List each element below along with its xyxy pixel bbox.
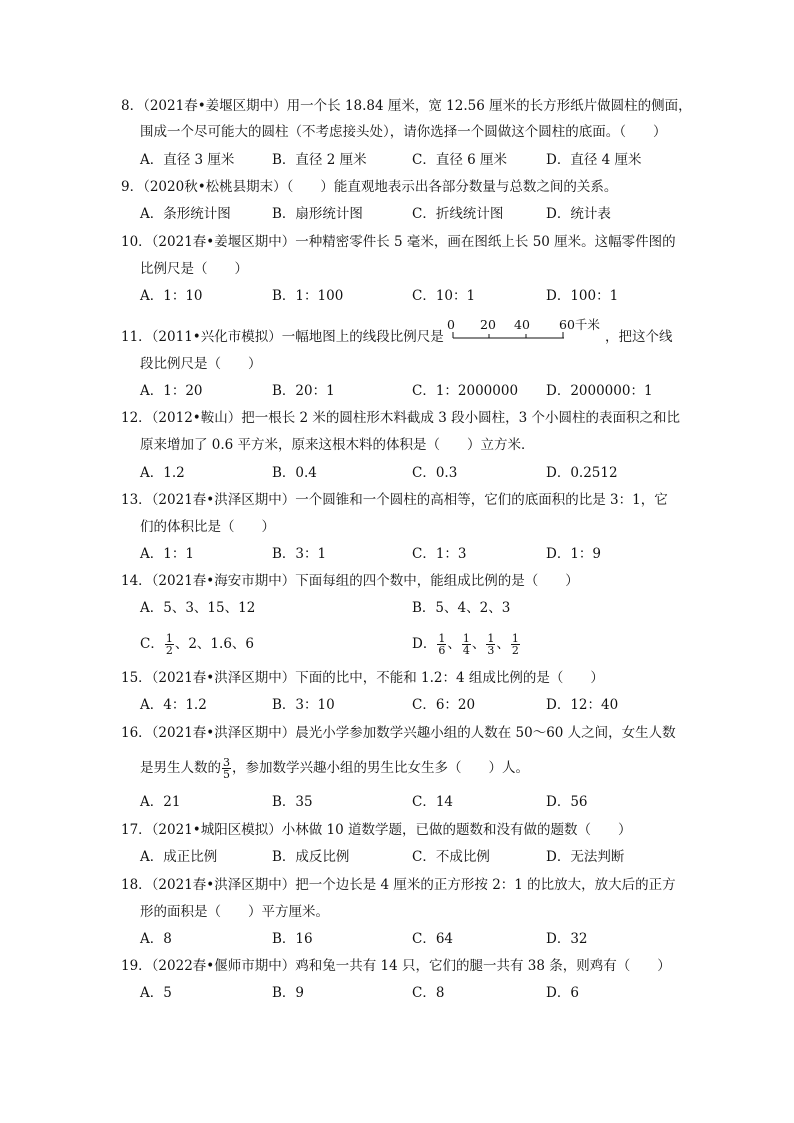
question-18-option-b[interactable]: B．16 xyxy=(272,931,313,947)
fraction-one-sixth xyxy=(437,633,446,656)
question-17-option-b[interactable]: B．成反比例 xyxy=(272,849,350,865)
question-18-options xyxy=(140,929,700,949)
question-13-line-1: 13．（2021春•洪泽区期中）一个圆锥和一个圆柱的高相等，它们的底面积的比是 3：1，它 xyxy=(121,492,668,508)
question-12-option-b[interactable]: B．0.4 xyxy=(272,465,317,481)
question-11-line-2: 段比例尺是（ ） xyxy=(140,356,262,372)
scale-label-40: 40 xyxy=(514,317,530,332)
question-9-options xyxy=(140,204,700,224)
question-9-line-1: 9．（2020秋•松桃县期末）（ ）能直观地表示出各部分数量与总数之间的关系。 xyxy=(121,179,618,195)
question-9-option-a[interactable]: A．条形统计图 xyxy=(140,206,231,222)
question-15-option-c[interactable]: C．6：20 xyxy=(412,697,476,713)
fraction-denominator: 5 xyxy=(223,768,230,781)
question-14-options-ab xyxy=(140,598,700,618)
question-16-line-1: 16．（2021春•洪泽区期中）晨光小学参加数学兴趣小组的人数在 50～60 人之间，女生人数 xyxy=(121,725,676,741)
fraction-one-quarter xyxy=(462,633,471,656)
question-12-options xyxy=(140,463,700,483)
fraction-three-fifths xyxy=(222,757,231,780)
question-19-option-b[interactable]: B．9 xyxy=(272,985,305,1001)
question-15-option-b[interactable]: B．3：10 xyxy=(272,697,335,713)
question-18-option-a[interactable]: A．8 xyxy=(140,931,172,947)
fraction-numerator: 1 xyxy=(438,632,446,645)
question-12-line-1: 12．（2012•鞍山）把一根长 2 米的圆柱形木料截成 3 段小圆柱，3 个小圆柱的表面积之和比 xyxy=(121,410,680,426)
question-16-option-c[interactable]: C．14 xyxy=(412,794,454,810)
fraction-one-half xyxy=(511,633,520,656)
question-8-line-1: 8．（2021春•姜堰区期中）用一个长 18.84 厘米，宽 12.56 厘米的长方形纸片做圆柱的侧面， xyxy=(121,98,692,114)
fraction-denominator: 2 xyxy=(165,644,173,657)
question-8-line-2: 围成一个尽可能大的圆柱（不考虑接头处），请你选择一个圆做这个圆柱的底面。（ ） xyxy=(140,124,667,140)
question-15-line-1: 15．（2021春•洪泽区期中）下面的比中，不能和 1.2：4 组成比例的是（ ） xyxy=(121,670,604,686)
question-16-line-2-head: 是男生人数的 xyxy=(140,760,221,776)
question-8-option-b[interactable]: B．直径 2 厘米 xyxy=(272,152,367,168)
separator: 、 xyxy=(447,636,461,652)
question-13-options xyxy=(140,544,700,564)
question-19-option-a[interactable]: A．5 xyxy=(140,985,172,1001)
question-18-option-d[interactable]: D．32 xyxy=(546,931,588,947)
question-16-option-b[interactable]: B．35 xyxy=(272,794,313,810)
fraction-denominator: 4 xyxy=(462,644,470,657)
fraction-denominator: 6 xyxy=(438,644,446,657)
scale-label-0: 0 xyxy=(447,317,455,332)
question-12-option-a[interactable]: A．1.2 xyxy=(140,465,185,481)
question-17-option-c[interactable]: C．不成比例 xyxy=(412,849,490,865)
question-15-option-a[interactable]: A．4：1.2 xyxy=(140,697,207,713)
question-15-option-d[interactable]: D．12：40 xyxy=(546,697,619,713)
question-16-option-d[interactable]: D．56 xyxy=(546,794,588,810)
question-17-option-d[interactable]: D．无法判断 xyxy=(546,849,625,865)
separator: 、 xyxy=(471,636,486,652)
question-13-option-a[interactable]: A．1：1 xyxy=(140,546,194,562)
question-12-line-2: 原来增加了 0.6 平方米，原来这根木料的体积是（ ）立方米． xyxy=(140,437,535,453)
question-11-options xyxy=(140,381,700,401)
fraction-numerator: 1 xyxy=(511,632,519,645)
question-10-line-2: 比例尺是（ ） xyxy=(140,261,248,277)
question-13-line-2: 们的体积比是（ ） xyxy=(140,519,275,535)
question-17-option-a[interactable]: A．成正比例 xyxy=(140,849,218,865)
question-9-option-b[interactable]: B．扇形统计图 xyxy=(272,206,363,222)
question-11-option-a[interactable]: A．1：20 xyxy=(140,383,203,399)
question-17-line-1: 17．（2021•城阳区模拟）小林做 10 道数学题，已做的题数和没有做的题数（ ） xyxy=(121,822,632,838)
fraction-numerator: 1 xyxy=(487,632,495,645)
question-16-line-2 xyxy=(140,752,529,784)
separator: 、 xyxy=(496,636,510,652)
scale-label-20: 20 xyxy=(480,317,496,332)
question-18-line-2: 形的面积是（ ）平方厘米。 xyxy=(140,904,329,920)
question-14-option-b[interactable]: B．5、4、2、3 xyxy=(412,600,511,616)
question-19-options xyxy=(140,983,700,1003)
fraction-numerator: 3 xyxy=(223,756,230,769)
question-11-option-b[interactable]: B．20：1 xyxy=(272,383,335,399)
question-18-line-1: 18．（2021春•洪泽区期中）把一个边长是 4 厘米的正方形按 2：1 的比放大，放大后的正方 xyxy=(121,877,676,893)
question-15-options xyxy=(140,695,700,715)
question-10-option-b[interactable]: B．1：100 xyxy=(272,288,344,304)
question-17-options xyxy=(140,847,700,867)
question-19-line-1: 19．（2022春•偃师市期中）鸡和兔一共有 14 只，它们的腿一共有 38 条，则鸡有（ ） xyxy=(121,958,671,974)
question-10-option-c[interactable]: C．10：1 xyxy=(412,288,476,304)
question-12-option-d[interactable]: D．0.2512 xyxy=(546,465,618,481)
question-12-option-c[interactable]: C．0.3 xyxy=(412,465,458,481)
question-19-option-c[interactable]: C．8 xyxy=(412,985,445,1001)
question-14-option-c-label: C． xyxy=(140,636,164,652)
question-8-option-a[interactable]: A．直径 3 厘米 xyxy=(140,152,235,168)
question-10-option-a[interactable]: A．1：10 xyxy=(140,288,203,304)
question-9-option-d[interactable]: D．统计表 xyxy=(546,206,611,222)
question-11-line-1-tail: ，把这个线 xyxy=(605,329,673,345)
question-16-options xyxy=(140,792,700,812)
question-13-option-d[interactable]: D．1：9 xyxy=(546,546,602,562)
question-8-option-c[interactable]: C．直径 6 厘米 xyxy=(412,152,508,168)
question-14-option-d[interactable] xyxy=(412,628,521,660)
question-18-option-c[interactable]: C．64 xyxy=(412,931,454,947)
question-13-option-b[interactable]: B．3：1 xyxy=(272,546,327,562)
fraction-numerator: 1 xyxy=(165,632,173,645)
fraction-one-third xyxy=(486,633,495,656)
question-14-option-d-label: D． xyxy=(412,636,437,652)
question-19-option-d[interactable]: D．6 xyxy=(546,985,579,1001)
scale-bar xyxy=(447,317,602,344)
fraction-denominator: 2 xyxy=(511,644,519,657)
question-10-option-d[interactable]: D．100：1 xyxy=(546,288,619,304)
question-14-option-c[interactable] xyxy=(140,628,254,660)
question-9-option-c[interactable]: C．折线统计图 xyxy=(412,206,504,222)
scale-bar-line xyxy=(452,330,572,340)
question-16-line-2-tail: ，参加数学兴趣小组的男生比女生多（ ）人。 xyxy=(232,760,529,776)
question-14-option-c-tail: 、2、1.6、6 xyxy=(174,636,254,652)
question-11-line-1: 11．（2011•兴化市模拟）一幅地图上的线段比例尺是 xyxy=(121,329,444,345)
question-14-option-a[interactable]: A．5、3、15、12 xyxy=(140,600,256,616)
question-14-options-cd xyxy=(140,628,700,660)
fraction-one-half xyxy=(165,633,174,656)
question-13-option-c[interactable]: C．1：3 xyxy=(412,546,467,562)
fraction-numerator: 1 xyxy=(462,632,470,645)
question-8-option-d[interactable]: D．直径 4 厘米 xyxy=(546,152,642,168)
question-11-option-d[interactable]: D．2000000：1 xyxy=(546,383,653,399)
fraction-denominator: 3 xyxy=(487,644,495,657)
question-8-options xyxy=(140,150,700,170)
question-16-option-a[interactable]: A．21 xyxy=(140,794,181,810)
scale-label-60: 60千米 xyxy=(559,317,600,332)
question-14-line-1: 14．（2021春•海安市期中）下面每组的四个数中，能组成比例的是（ ） xyxy=(121,573,579,589)
question-11-option-c[interactable]: C．1：2000000 xyxy=(412,383,519,399)
question-10-options xyxy=(140,286,700,306)
question-10-line-1: 10．（2021春•姜堰区期中）一种精密零件长 5 毫米，画在图纸上长 50 厘米。这幅零件图的 xyxy=(121,234,676,250)
